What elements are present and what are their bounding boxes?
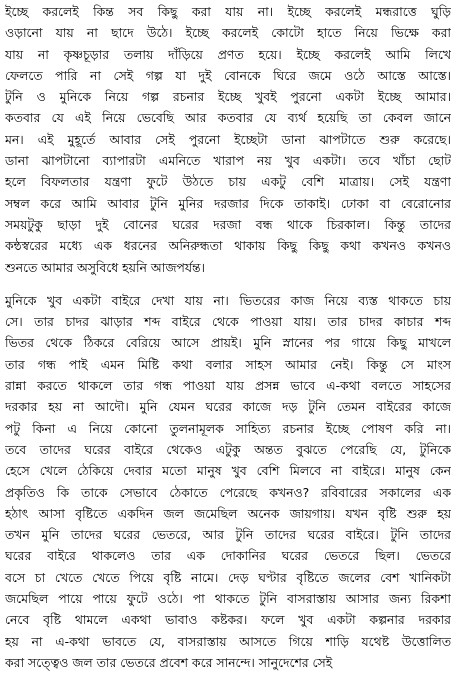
text-line: ভিতর থেকে ঠিকরে বেরিয়ে আসে প্রায়ই। মুনি স্নানের পর গায়ে কিছু মাখলে — [5, 335, 451, 351]
text-line: ফেলতে পারি না সেই গল্প যা দুই বোনকে ঘিরে জমে ওঠে আস্তে আস্তে। — [5, 67, 451, 83]
text-line: কতবার যে এই নিয়ে ভেবেছি আর কতবার যে ব্যর্থ হয়েছি তা কেবল জানে — [5, 110, 451, 126]
text-line: টুনি ও মুনিকে নিয়ে গল্প রচনার ইচ্ছে খুবই পুরনো একটা ইচ্ছে আমার। — [5, 89, 451, 105]
text-line: ঘরের বাইরে থাকলেও তার এক দোকানির ঘরের ভেতরে ছিল। ভেতরে — [5, 548, 451, 564]
text-line: হয় না এ-কথা ভাবতে যে, বাসরাস্তায় আসতে গিয়ে শাড়ি যথেষ্ট উত্তোলিত — [5, 633, 451, 649]
text-line: সম্বল করে আমি আবার টুনি মুনির দরজার দিকে তাকাই। ঢোকা বা বেরোনোর — [5, 195, 451, 211]
text-line: তবে তাদের ঘরের বাইরে থেকেও এটুকু অন্তত বুঝতে পেরেছি যে, টুনিকে — [5, 441, 451, 457]
text-line: পটু কিনা এ নিয়ে কোনো তুলনামূলক সাহিত্য রচনার ইচ্ছে পোষণ করি না। — [5, 420, 451, 436]
text-line: কন্ঠস্বরের মধ্যে এক ধরনের অনিরুন্ধতা থাকায় কিছু কিছু কথা কখনও কখনও — [5, 238, 451, 254]
text-line: প্রকৃতিও কি তাকে সেভাবে ঠেকাতে পেরেছে কখনও? রবিবারের সকালের এক — [5, 484, 451, 500]
paragraph — [5, 1, 451, 278]
text-line: করা সত্ত্বেও জল তার ভেতরে প্রবেশ করে সানন্দে। সানুদেশের সেই — [5, 654, 333, 670]
paragraph — [5, 290, 451, 673]
text-line: ইচ্ছে করলেই কিন্ত সব কিছু করা যায় না। ইচ্ছে করলেই মন্ধরাত্তে ঘুড়ি — [5, 4, 451, 19]
text-line: ডানা ঝাপটানো ব্যাপারটা এমনিতে খারাপ নয় খুব একটা। তবে খাঁচা ছোট — [5, 153, 451, 169]
text-line: মুনিকে খুব একটা বাইরে দেখা যায় না। ভিতরের কাজ নিয়ে ব্যস্ত থাকতে চায় — [5, 292, 451, 308]
text-line: শুনতে আমার অসুবিধে হয়নি আজপর্যন্ত। — [5, 259, 205, 275]
text-line: মন। এই মুহূর্তে আবার সেই পুরনো ইচ্ছেটা ডানা ঝাপটাতে শুরু করেছে। — [5, 131, 451, 147]
text-line: ওড়ানো যায় না ছাদে উঠে। ইচ্ছে করলেই কোটো হাতে নিয়ে ভিক্ষে করা — [5, 25, 451, 41]
text-line: সে। তার চাদর ঝাড়ার শব্দ বাইরে থেকে পাওয়া যায়। তার চাদর কাচার শব্দ — [5, 314, 451, 330]
text-line: তখন মুনি তাদের ঘরের ভেতরে, আর টুনি তাদের ঘরের বাইরে। টুনি তাদের — [5, 527, 451, 543]
text-line: রান্না করতে থাকলে তার গন্ধ পাওয়া যায় প্রসন্ন ভাবে এ-কথা বলতে সাহসের — [5, 378, 451, 394]
text-line: সময়টুকু ছাড়া দুই বোনের ঘরের দরজা বন্ধ থাকে চিরকাল। কিন্তু তাদের — [5, 216, 451, 232]
text-line: যায় না কৃষ্ণচূড়ার তলায় দাঁড়িয়ে প্রণত হয়ে। ইচ্ছে করলেই আমি লিখে — [5, 46, 451, 62]
text-line: হলে বিফলতার যন্ত্রণা ফুটে উঠতে চায় একটু বেশি মাত্রায়। সেই যন্ত্রণা — [5, 174, 451, 190]
text-line: হঠাৎ আসা বৃষ্টিতে একদিন জল জমেছিল অনেক জায়গায়। যখন বৃষ্টি শুরু হয় — [5, 505, 451, 521]
text-line: হেসে খেলে ঠেকিয়ে দেবার মতো মানুষ খুব বেশি মিলবে না বাইরে। মানুষ কেন — [5, 463, 451, 479]
text-line: নেবে বৃষ্টি থামলে একথা ভাবাও কষ্টকর। ফলে খুব একটা কল্পনার দরকার — [5, 612, 451, 628]
text-line: বসে চা খেতে খেতে পিয়ে বৃষ্টি নামে। দেড় ঘণ্টার বৃষ্টিতে জলের বেশ খানিকটা — [5, 569, 451, 585]
text-line: তার গন্ধ পাই এমন মিষ্টি কথা বলার সাহস আমার নেই। কিন্তু সে মাংস — [5, 356, 451, 372]
text-line: জমেছিল পায়ে পায়ে ফুটে ওঠে। পা থাকতে টুনি বাসরাস্তায় আসার জন্য রিকশা — [5, 591, 451, 607]
text-line: দরকার হয় না আদৌ। মুনি যেমন ঘরের কাজে দড় টুনি তেমন বাইরের কাজে — [5, 399, 451, 415]
